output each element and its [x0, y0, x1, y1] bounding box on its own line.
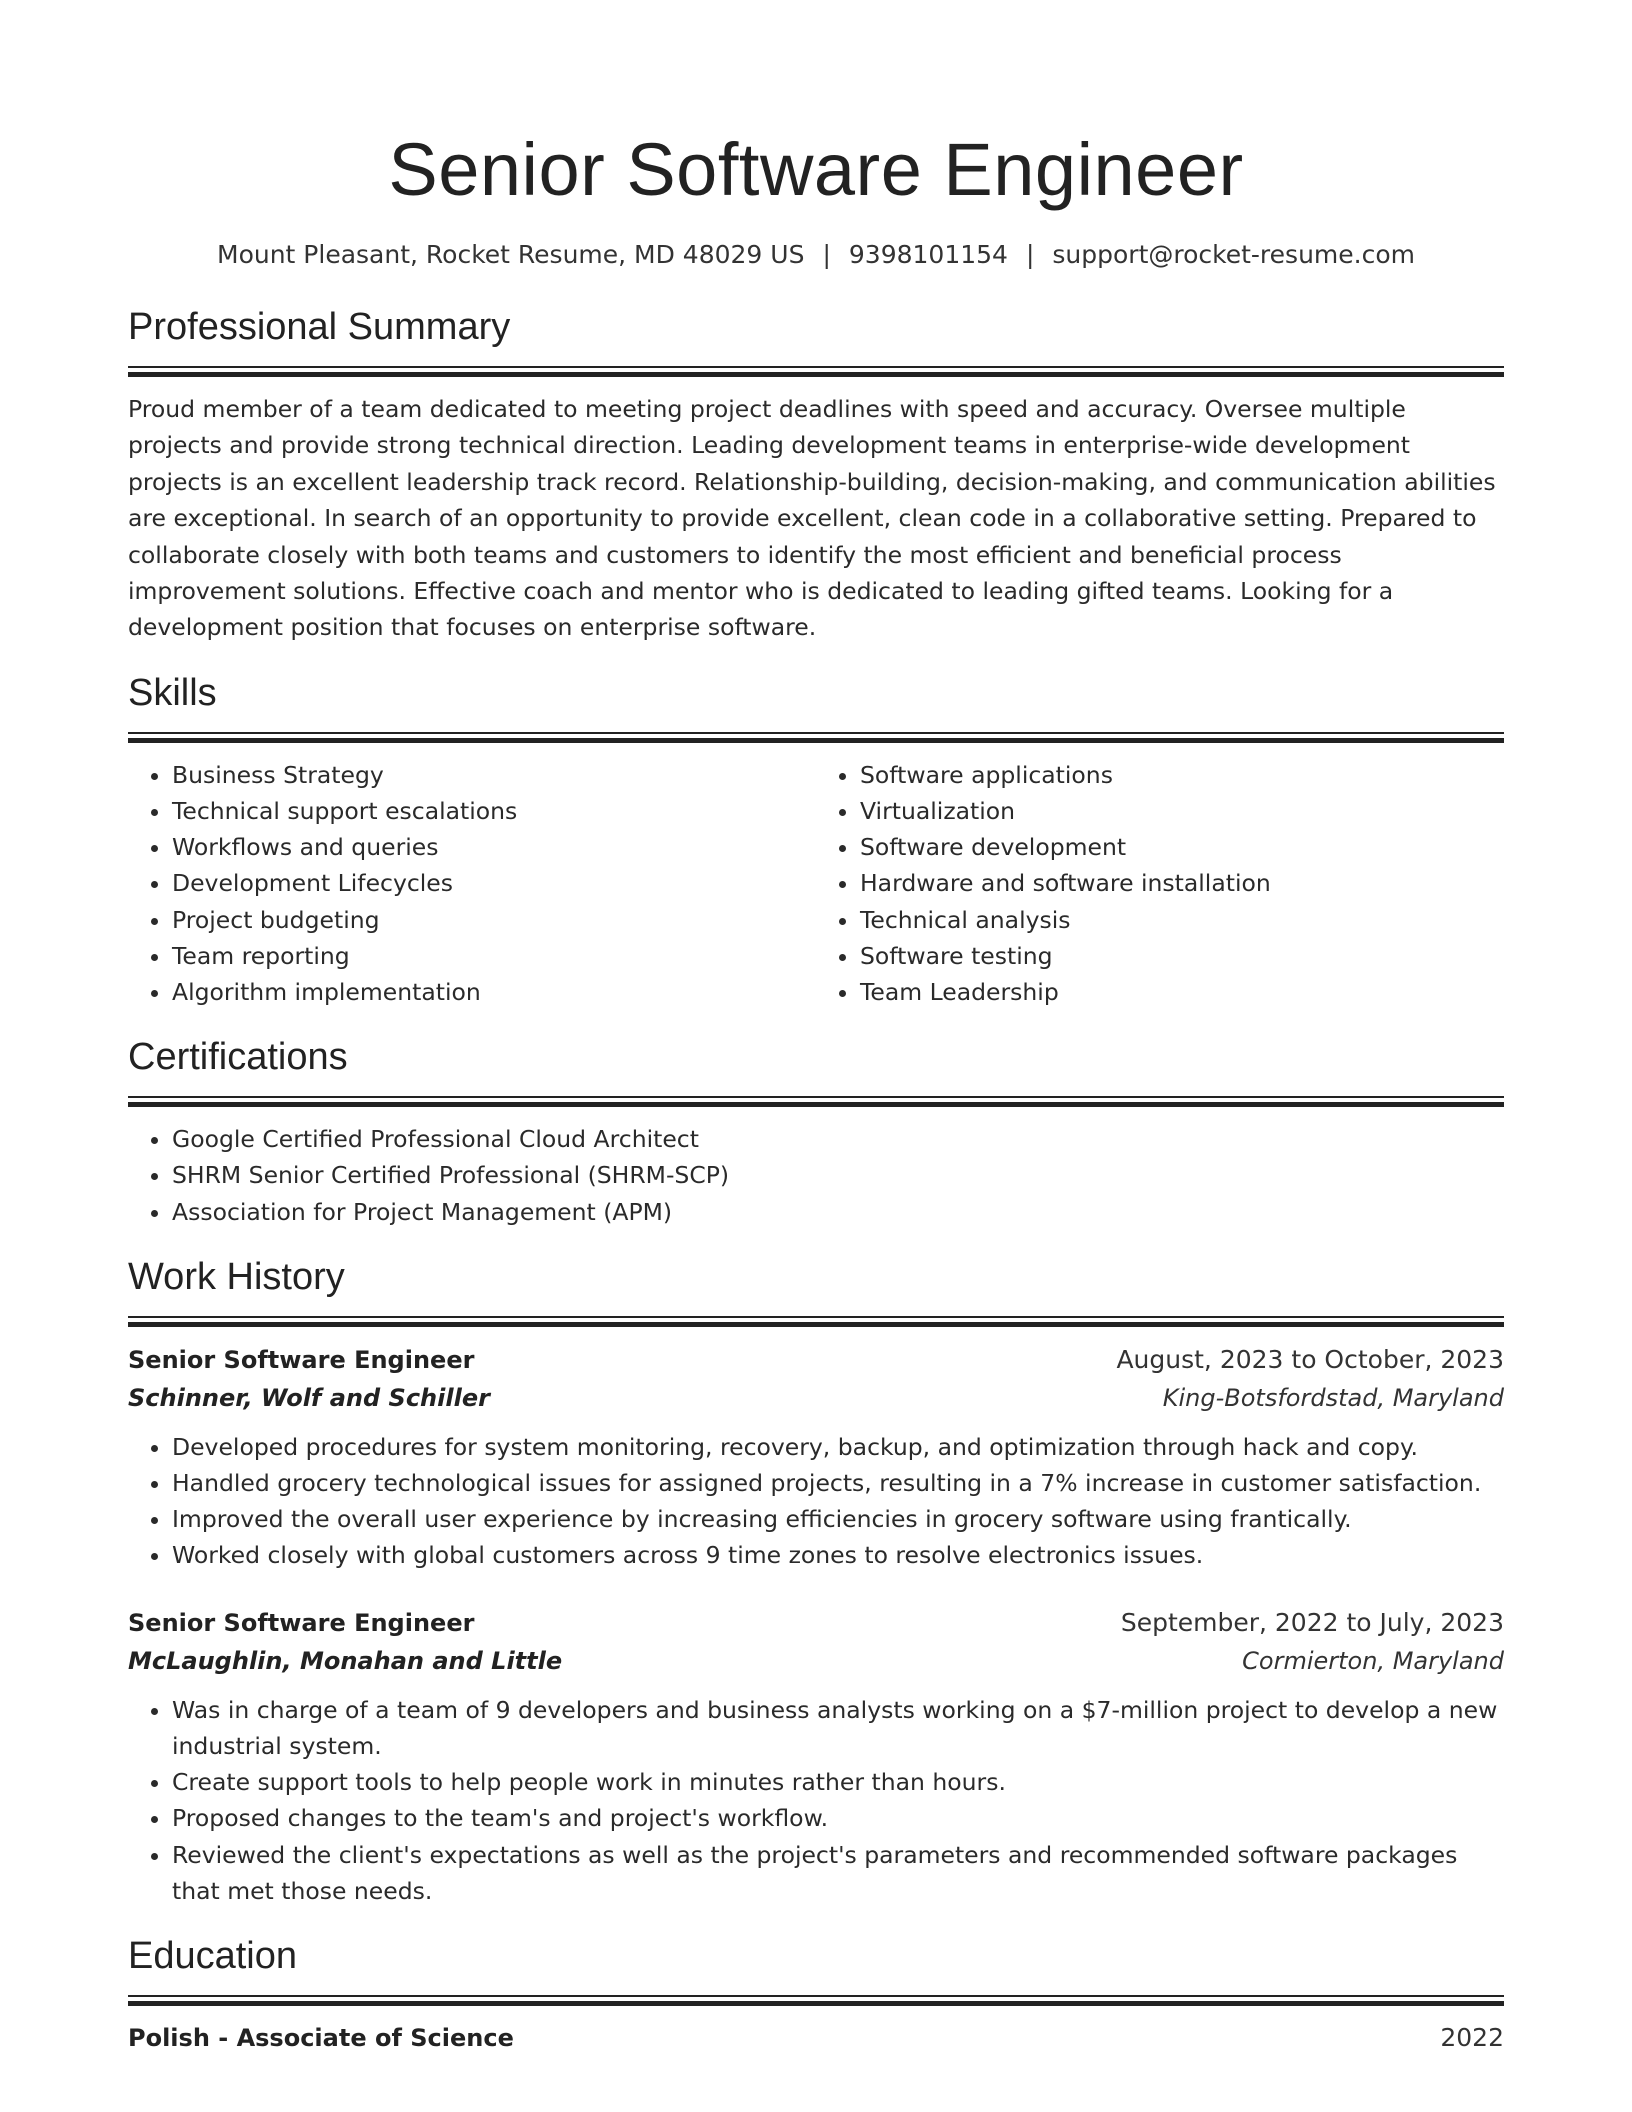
summary-section [128, 302, 1504, 646]
job-bullet: • Worked closely with global customers across 9 time zones to resolve electronics issues. [172, 1537, 1504, 1573]
skill-item: • Business Strategy [172, 757, 816, 793]
job-bullet: • Reviewed the client's expectations as well as the project's parameters and recommended software packages that met those needs. [172, 1837, 1504, 1909]
certifications-list [128, 1121, 1504, 1230]
skill-item: • Software testing [860, 938, 1504, 974]
job-bullet: • Improved the overall user experience by increasing efficiencies in grocery software using frantically. [172, 1501, 1504, 1537]
education-year: 2022 [1440, 2022, 1504, 2052]
skill-item: • Development Lifecycles [172, 865, 816, 901]
skills-section [128, 668, 1504, 1010]
job-dates: August, 2023 to October, 2023 [1116, 1344, 1504, 1374]
work-history-section [128, 1252, 1504, 1909]
contact-phone: 9398101154 [848, 240, 1008, 269]
skill-item: • Software applications [860, 757, 1504, 793]
skill-item: • Team reporting [172, 938, 816, 974]
job-company: Schinner, Wolf and Schiller [128, 1383, 490, 1412]
job-entry [128, 1604, 1504, 1909]
skill-item: • Software development [860, 829, 1504, 865]
skill-item: • Virtualization [860, 793, 1504, 829]
skill-item: • Team Leadership [860, 974, 1504, 1010]
section-heading-education: Education [128, 1934, 298, 1977]
job-bullet: • Create support tools to help people work in minutes rather than hours. [172, 1764, 1504, 1800]
contact-line [128, 238, 1504, 272]
job-header-row [128, 1341, 1504, 1379]
job-location: King-Botsfordstad, Maryland [1162, 1383, 1504, 1412]
contact-email: support@rocket-resume.com [1052, 240, 1415, 269]
section-divider [128, 1316, 1504, 1327]
skills-list-right [816, 757, 1504, 1010]
job-bullets [128, 1692, 1504, 1909]
certification-item: • Association for Project Management (APM) [172, 1194, 1504, 1230]
job-company-row [128, 1642, 1504, 1680]
summary-text: Proud member of a team dedicated to meeting project deadlines with speed and accuracy. Oversee multiple projects and provide strong technical direction. Leading development teams in enterprise-wide development projects is an excellent leadership track record. Relationship-building, decision-making, and communication abilities are exceptional. In search of an opportunity to provide excellent, clean code in a collaborative setting. Prepared to collaborate closely with both teams and customers to identify the most efficient and beneficial process improvement solutions. Effective coach and mentor who is dedicated to leading gifted teams. Looking for a development position that focuses on enterprise software. [128, 395, 1496, 642]
education-entry [128, 2020, 1504, 2056]
job-bullet: • Was in charge of a team of 9 developers and business analysts working on a $7-million project to develop a new industrial system. [172, 1692, 1504, 1764]
education-degree: Polish - Associate of Science [128, 2023, 514, 2052]
section-heading-skills: Skills [128, 671, 217, 714]
certification-item: • Google Certified Professional Cloud Architect [172, 1121, 1504, 1157]
job-location: Cormierton, Maryland [1242, 1646, 1504, 1675]
skill-item: • Technical support escalations [172, 793, 816, 829]
job-bullet: • Developed procedures for system monitoring, recovery, backup, and optimization through hack and copy. [172, 1429, 1504, 1465]
certifications-section [128, 1032, 1504, 1230]
section-heading-work-history: Work History [128, 1255, 345, 1298]
section-divider [128, 366, 1504, 377]
contact-separator: | [822, 240, 831, 269]
job-company: McLaughlin, Monahan and Little [128, 1646, 563, 1675]
section-heading-certifications: Certifications [128, 1036, 348, 1079]
skill-item: • Algorithm implementation [172, 974, 816, 1010]
skill-item: • Technical analysis [860, 902, 1504, 938]
job-title: Senior Software Engineer [128, 1345, 475, 1374]
skill-item: • Project budgeting [172, 902, 816, 938]
certification-item: • SHRM Senior Certified Professional (SHRM-SCP) [172, 1157, 1504, 1193]
job-dates: September, 2022 to July, 2023 [1120, 1607, 1504, 1637]
section-heading-summary: Professional Summary [128, 306, 511, 348]
job-header-row [128, 1604, 1504, 1642]
section-divider [128, 1995, 1504, 2006]
job-entry [128, 1341, 1504, 1574]
job-company-row [128, 1379, 1504, 1417]
job-bullet: • Proposed changes to the team's and project's workflow. [172, 1800, 1504, 1836]
skills-columns [128, 757, 1504, 1010]
job-bullets [128, 1429, 1504, 1574]
section-divider [128, 1096, 1504, 1107]
skill-item: • Workflows and queries [172, 829, 816, 865]
contact-separator: | [1025, 240, 1035, 269]
skills-list-left [128, 757, 816, 1010]
section-divider [128, 732, 1504, 743]
skill-item: • Hardware and software installation [860, 865, 1504, 901]
job-title: Senior Software Engineer [128, 1608, 475, 1637]
page-title: Senior Software Engineer [388, 128, 1244, 211]
contact-address: Mount Pleasant, Rocket Resume, MD 48029 US [217, 240, 805, 269]
education-section [128, 1931, 1504, 2056]
job-bullet: • Handled grocery technological issues for assigned projects, resulting in a 7% increase in customer satisfaction. [172, 1465, 1504, 1501]
